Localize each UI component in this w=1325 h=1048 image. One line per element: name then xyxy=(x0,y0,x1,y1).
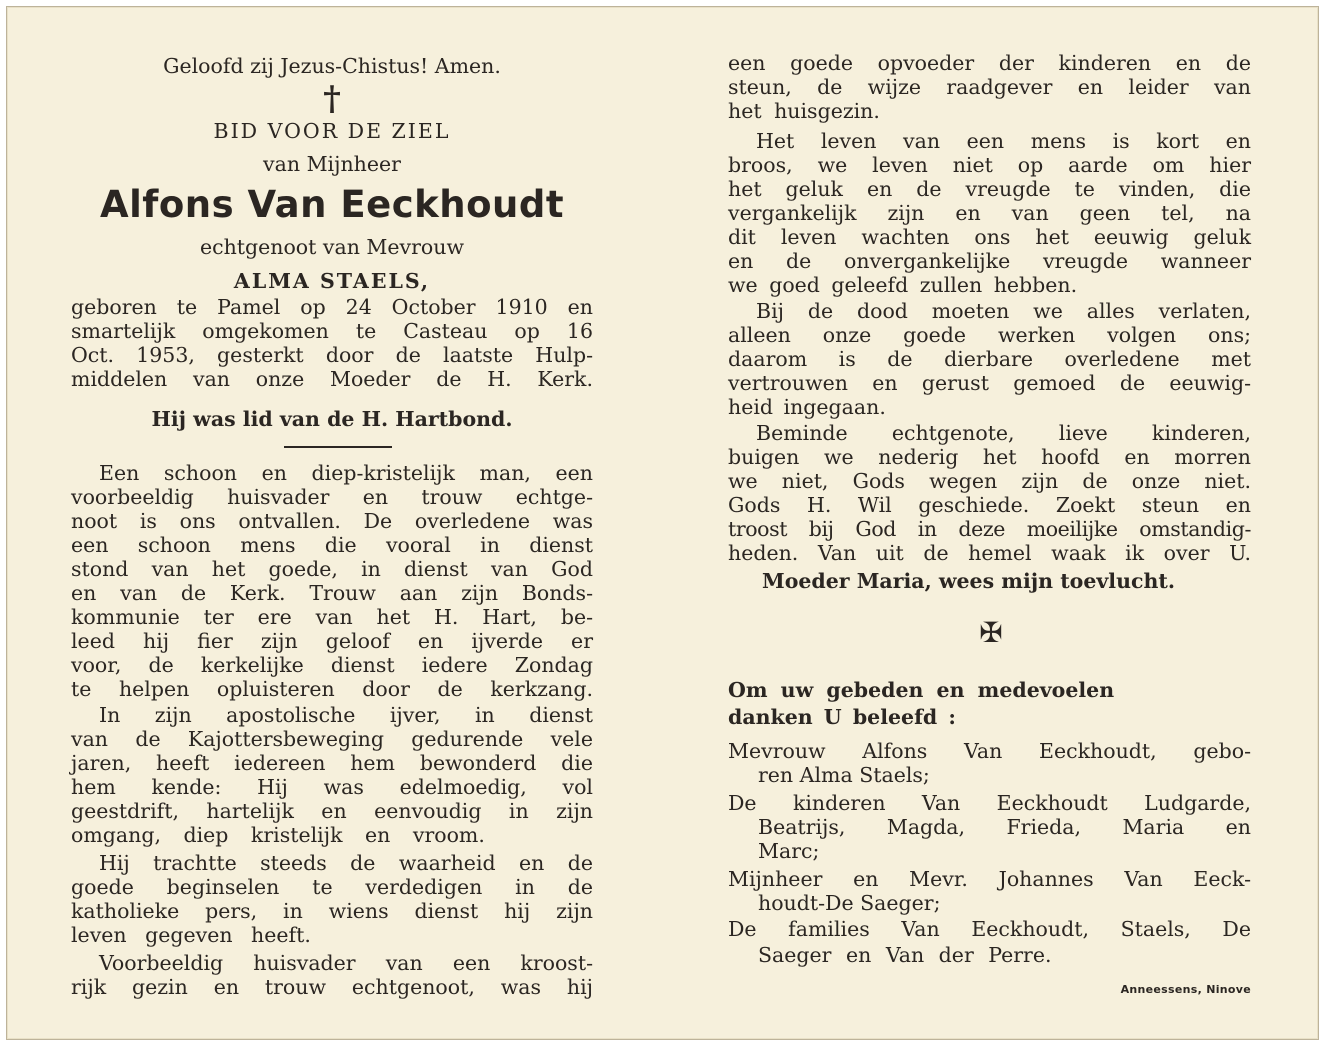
text-line: we goed geleefd zullen hebben. xyxy=(728,273,1078,297)
text-line: het huisgezin. xyxy=(728,99,880,123)
family-line: De kinderen Van Eeckhoudt Ludgarde, xyxy=(728,791,1251,815)
printer-credit: Anneessens, Ninove xyxy=(1120,983,1251,996)
text-line: een goede opvoeder der kinderen en de xyxy=(728,51,1251,75)
text-line: In zijn apostolische ijver, in dienst xyxy=(99,703,593,727)
spouse-name: ALMA STAELS, xyxy=(233,269,431,293)
text-line: Het leven van een mens is kort en xyxy=(756,129,1251,153)
text-line: Hij trachtte steeds de waarheid en de xyxy=(99,851,593,875)
text-line: Voorbeeldig huisvader van een kroost- xyxy=(99,951,593,975)
text-line: leven gegeven heeft. xyxy=(71,923,311,947)
text-line: rijk gezin en trouw echtgenoot, was hij xyxy=(71,975,593,999)
family-line: houdt-De Saeger; xyxy=(758,891,941,915)
text-line: leed hij fier zijn geloof en ijverde er xyxy=(71,629,593,653)
header-blessing: Geloofd zij Jezus-Chistus! Amen. xyxy=(163,54,501,78)
family-line: ren Alma Staels; xyxy=(758,763,930,787)
text-line: vertrouwen en gerust gemoed de eeuwig- xyxy=(728,371,1251,395)
family-line: Saeger en Van der Perre. xyxy=(758,943,1052,967)
divider-rule xyxy=(284,446,392,448)
family-line: Beatrijs, Magda, Frieda, Maria en xyxy=(758,815,1251,839)
family-line: Mijnheer en Mevr. Johannes Van Eeck- xyxy=(728,867,1251,891)
text-line: noot is ons ontvallen. De overledene was xyxy=(71,509,593,533)
text-line: Gods H. Wil geschiede. Zoekt steun en xyxy=(728,493,1251,517)
text-line: heid ingegaan. xyxy=(728,395,886,419)
birth-line: smartelijk omgekomen te Casteau op 16 xyxy=(71,319,593,343)
text-line: omgang, diep kristelijk en vroom. xyxy=(71,823,485,847)
text-line: buigen we nederig het hoofd en morren xyxy=(728,445,1251,469)
text-line: steun, de wijze raadgever en leider van xyxy=(728,75,1251,99)
birth-line: Oct. 1953, gesterkt door de laatste Hulp- xyxy=(71,343,593,367)
text-line: goede beginselen te verdedigen in de xyxy=(71,875,593,899)
text-line: voor, de kerkelijke dienst iedere Zondag xyxy=(71,653,593,677)
text-line: troost bij God in deze moeilijke omstandig- xyxy=(728,517,1251,541)
text-line: Beminde echtgenote, lieve kinderen, xyxy=(756,421,1251,445)
deceased-name: Alfons Van Eeckhoudt xyxy=(99,183,565,226)
text-line: en de onvergankelijke vreugde wanneer xyxy=(728,249,1251,273)
text-line: we niet, Gods wegen zijn de onze niet. xyxy=(728,469,1251,493)
text-line: geestdrift, hartelijk en eenvoudig in zijn xyxy=(71,799,593,823)
birth-line: middelen van onze Moeder de H. Kerk. xyxy=(71,367,593,391)
text-line: alleen onze goede werken volgen ons; xyxy=(728,323,1251,347)
birth-line: geboren te Pamel op 24 October 1910 en xyxy=(71,295,593,319)
pray-heading: BID VOOR DE ZIEL xyxy=(213,119,451,143)
text-line: stond van het goede, in dienst van God xyxy=(71,557,593,581)
invocation: Moeder Maria, wees mijn toevlucht. xyxy=(762,569,1175,593)
memorial-card xyxy=(6,6,1319,1040)
membership-line: Hij was lid van de H. Hartbond. xyxy=(151,407,513,431)
thanks-line: Om uw gebeden en medevoelen xyxy=(728,678,1115,702)
text-line: kommunie ter ere van het H. Hart, be- xyxy=(71,605,593,629)
text-line: dit leven wachten ons het eeuwig geluk xyxy=(728,225,1251,249)
text-line: en van de Kerk. Trouw aan zijn Bonds- xyxy=(71,581,593,605)
text-line: Bij de dood moeten we alles verlaten, xyxy=(756,299,1251,323)
spouse-of: echtgenoot van Mevrouw xyxy=(199,235,465,259)
text-line: het geluk en de vreugde te vinden, die xyxy=(728,177,1251,201)
text-line: jaren, heeft iedereen hem bewonderd die xyxy=(71,751,593,775)
text-line: hem kende: Hij was edelmoedig, vol xyxy=(71,775,593,799)
text-line: van de Kajottersbeweging gedurende vele xyxy=(71,727,593,751)
text-line: vergankelijk zijn en van geen tel, na xyxy=(728,201,1251,225)
of-mister: van Mijnheer xyxy=(263,152,401,176)
cross-icon: † xyxy=(323,79,341,119)
text-line: katholieke pers, in wiens dienst hij zijn xyxy=(71,899,593,923)
maltese-cross-icon: ✠ xyxy=(979,616,1003,649)
text-line: te helpen opluisteren door de kerkzang. xyxy=(71,677,593,701)
text-line: broos, we leven niet op aarde om hier xyxy=(728,153,1251,177)
family-line: De families Van Eeckhoudt, Staels, De xyxy=(728,917,1251,941)
family-line: Marc; xyxy=(758,839,820,863)
family-line: Mevrouw Alfons Van Eeckhoudt, gebo- xyxy=(728,739,1251,763)
text-line: Een schoon en diep-kristelijk man, een xyxy=(99,461,593,485)
text-line: voorbeeldig huisvader en trouw echtge- xyxy=(71,485,593,509)
text-line: een schoon mens die vooral in dienst xyxy=(71,533,593,557)
text-line: daarom is de dierbare overledene met xyxy=(728,347,1251,371)
text-line: heden. Van uit de hemel waak ik over U. xyxy=(728,541,1251,565)
thanks-line: danken U beleefd : xyxy=(728,705,956,729)
